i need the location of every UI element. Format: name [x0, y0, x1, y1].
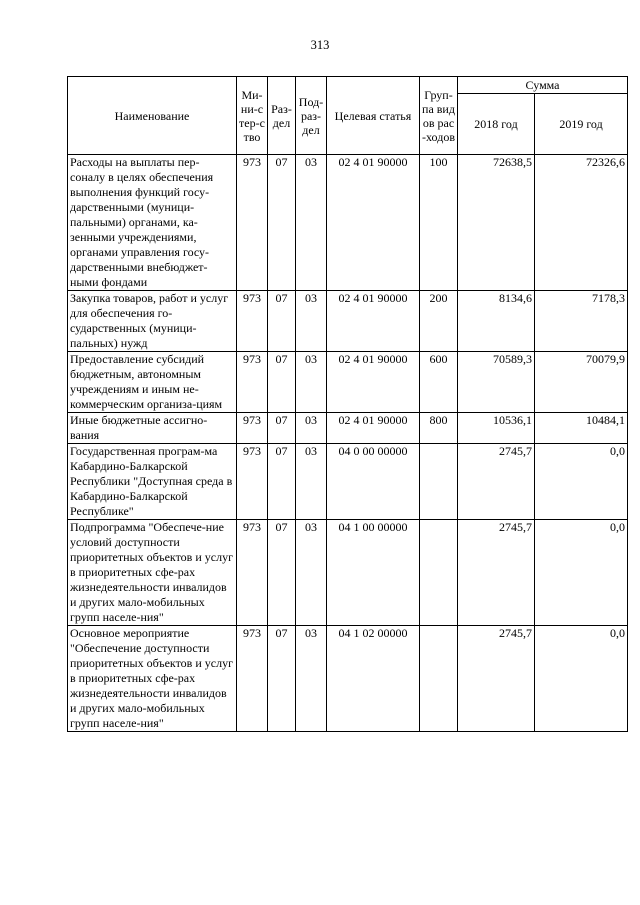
row-target: 04 0 00 00000: [327, 444, 420, 520]
row-group: [420, 626, 458, 732]
table-row: [68, 352, 628, 413]
row-section: 07: [268, 444, 296, 520]
row-target: 02 4 01 90000: [327, 155, 420, 291]
row-subsection: 03: [296, 155, 327, 291]
row-group: 100: [420, 155, 458, 291]
header-section: Раз-дел: [268, 77, 296, 155]
row-target: 02 4 01 90000: [327, 291, 420, 352]
row-target: 02 4 01 90000: [327, 413, 420, 444]
row-subsection: 03: [296, 444, 327, 520]
row-name: Предоставление субсидий бюджетным, автономным учреждениям и иным не-коммерческим организа-циям: [68, 352, 237, 413]
table-row: [68, 444, 628, 520]
header-ministry: Ми-ни-стер-ство: [237, 77, 268, 155]
page-number: 313: [310, 38, 330, 52]
table-row: [68, 520, 628, 626]
row-subsection: 03: [296, 413, 327, 444]
row-name: Иные бюджетные ассигно-вания: [68, 413, 237, 444]
row-group: 800: [420, 413, 458, 444]
row-2018: 10536,1: [458, 413, 535, 444]
row-ministry: 973: [237, 626, 268, 732]
header-expense-group: Груп-па видов рас-ходов: [420, 77, 458, 155]
row-2019: 0,0: [535, 520, 628, 626]
row-target: 04 1 00 00000: [327, 520, 420, 626]
row-name: Закупка товаров, работ и услуг для обеспечения го-сударственных (муници-пальных) нужд: [68, 291, 237, 352]
header-year-2019: 2019 год: [535, 94, 628, 155]
table-row: [68, 291, 628, 352]
row-2019: 70079,9: [535, 352, 628, 413]
row-2018: 2745,7: [458, 520, 535, 626]
row-ministry: 973: [237, 291, 268, 352]
header-name: Наименование: [68, 77, 237, 155]
row-subsection: 03: [296, 352, 327, 413]
header-target: Целевая статья: [327, 77, 420, 155]
header-sum: Сумма: [458, 77, 628, 94]
row-2019: 0,0: [535, 444, 628, 520]
row-section: 07: [268, 520, 296, 626]
header-year-2018: 2018 год: [458, 94, 535, 155]
row-group: 600: [420, 352, 458, 413]
row-group: [420, 520, 458, 626]
row-subsection: 03: [296, 520, 327, 626]
row-target: 04 1 02 00000: [327, 626, 420, 732]
row-section: 07: [268, 291, 296, 352]
header-subsection: Под-раз-дел: [296, 77, 327, 155]
row-2019: 7178,3: [535, 291, 628, 352]
row-2018: 2745,7: [458, 444, 535, 520]
table-row: [68, 626, 628, 732]
row-ministry: 973: [237, 352, 268, 413]
row-ministry: 973: [237, 155, 268, 291]
row-2018: 70589,3: [458, 352, 535, 413]
row-subsection: 03: [296, 291, 327, 352]
row-group: [420, 444, 458, 520]
row-target: 02 4 01 90000: [327, 352, 420, 413]
row-2018: 72638,5: [458, 155, 535, 291]
budget-table: [67, 76, 628, 732]
row-ministry: 973: [237, 520, 268, 626]
row-section: 07: [268, 626, 296, 732]
table-row: [68, 155, 628, 291]
row-name: Государственная програм-ма Кабардино-Балкарской Республики "Доступная среда в Кабардино-Балкарской Республике": [68, 444, 237, 520]
row-group: 200: [420, 291, 458, 352]
row-2018: 2745,7: [458, 626, 535, 732]
row-2019: 0,0: [535, 626, 628, 732]
row-ministry: 973: [237, 413, 268, 444]
row-2019: 10484,1: [535, 413, 628, 444]
row-name: Основное мероприятие "Обеспечение доступности приоритетных объектов и услуг в приоритетных сфе-рах жизнедеятельности инвалидов и других мало-мобильных групп населе-ния": [68, 626, 237, 732]
row-2019: 72326,6: [535, 155, 628, 291]
row-section: 07: [268, 155, 296, 291]
row-subsection: 03: [296, 626, 327, 732]
row-ministry: 973: [237, 444, 268, 520]
row-name: Расходы на выплаты пер-соналу в целях обеспечения выполнения функций госу-дарственными (муници-пальными) органами, ка-зенными учреждениями, органами управления госу-дарственными внебюджет-ными фондами: [68, 155, 237, 291]
table-row: [68, 413, 628, 444]
row-section: 07: [268, 352, 296, 413]
row-2018: 8134,6: [458, 291, 535, 352]
row-section: 07: [268, 413, 296, 444]
row-name: Подпрограмма "Обеспече-ние условий доступности приоритетных объектов и услуг в приоритетных сфе-рах жизнедеятельности инвалидов и других мало-мобильных групп населе-ния": [68, 520, 237, 626]
